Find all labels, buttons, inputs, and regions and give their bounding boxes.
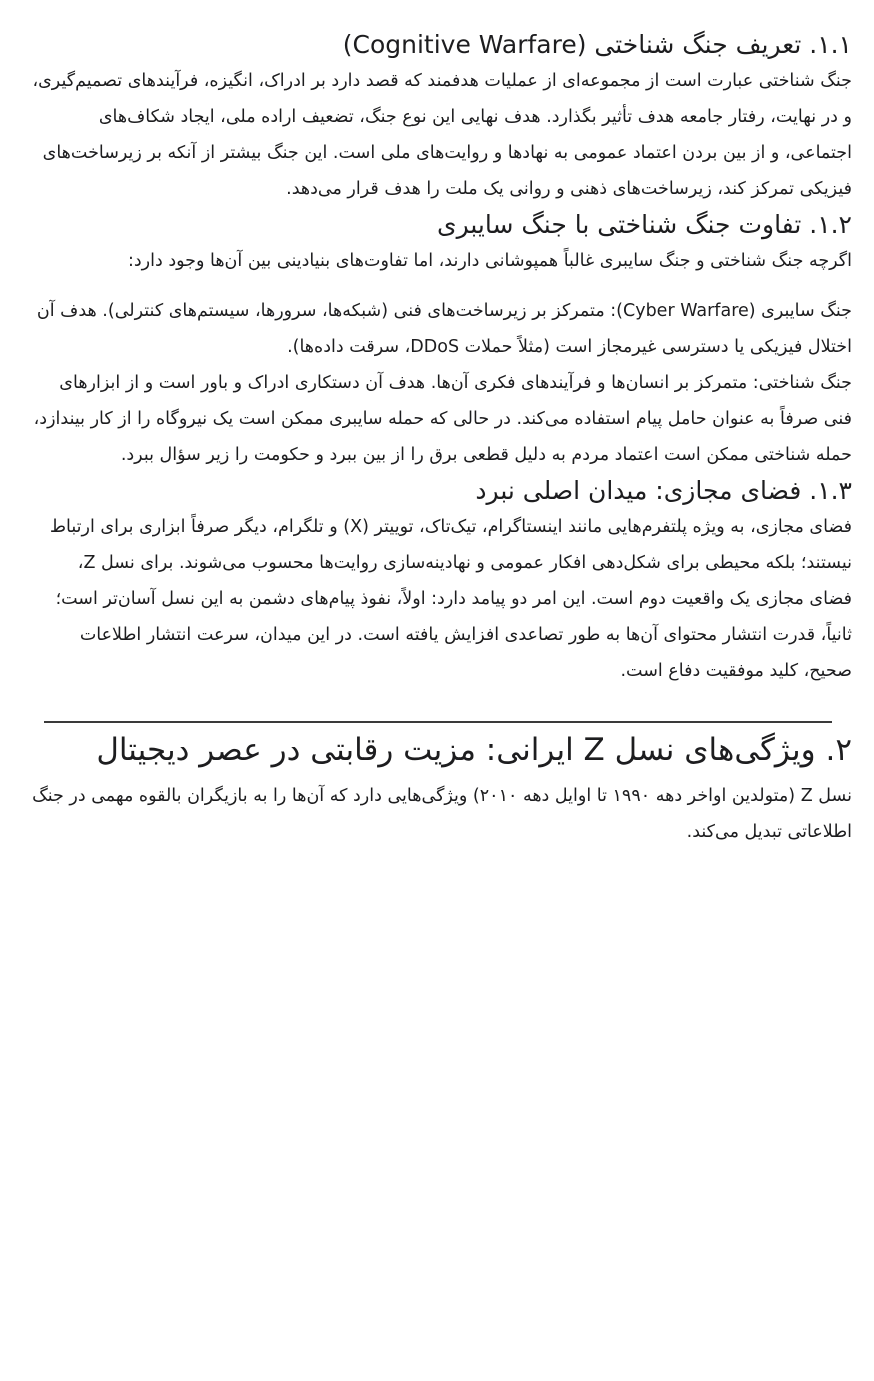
list-item-cognitive-warfare: جنگ شناختی: متمرکز بر انسان‌ها و فرآیندهای فکری آن‌ها. هدف آن دستکاری ادراک و باور است و از ابزارهای فنی صرفاً به عنوان حامل پیام استفاده می‌کند. در حالی که حمله سایبری ممکن است یک نیروگاه را از کار بیندازد، حمله شناختی ممکن است اعتماد مردم به دلیل قطعی برق را از بین ببرد و حکومت را زیر سؤال ببرد. [33, 373, 852, 465]
paragraph-gen-z-traits: نسل Z (متولدین اواخر دهه ۱۹۹۰ تا اوایل دهه ۲۰۱۰) ویژگی‌هایی دارد که آن‌ها را به بازیگران بالقوه مهمی در جنگ اطلاعاتی تبدیل می‌کند. [32, 786, 852, 842]
heading-section-1-1: ۱.۱. تعریف جنگ شناختی (Cognitive Warfare) [342, 30, 852, 59]
heading-section-1-2: ۱.۲. تفاوت جنگ شناختی با جنگ سایبری [437, 210, 852, 239]
paragraph-cognitive-warfare-definition: جنگ شناختی عبارت است از مجموعه‌ای از عملیات هدفمند که قصد دارد بر ادراک، انگیزه، فرآیندهای تصمیم‌گیری، و در نهایت، رفتار جامعه هدف تأثیر بگذارد. هدف نهایی این نوع جنگ، تضعیف اراده ملی، ایجاد شکاف‌های اجتماعی، و از بین بردن اعتماد عمومی به نهادها و روایت‌های ملی است. این جنگ بیشتر از آنکه بر زیرساخت‌های فیزیکی تمرکز کند، زیرساخت‌های ذهنی و روانی یک ملت را هدف قرار می‌دهد. [32, 71, 852, 199]
paragraph-cyberspace-battlefield: فضای مجازی، به ویژه پلتفرم‌هایی مانند اینستاگرام، تیک‌تاک، توییتر (X) و تلگرام، دیگر صرفاً ابزاری برای ارتباط نیستند؛ بلکه محیطی برای شکل‌دهی افکار عمومی و نهادینه‌سازی روایت‌ها محسوب می‌شوند. برای نسل Z، فضای مجازی یک واقعیت دوم است. این امر دو پیامد دارد: اولاً، نفوذ پیام‌های دشمن به این نسل آسان‌تر است؛ ثانیاً، قدرت انتشار محتوای آن‌ها به طور تصاعدی افزایش یافته است. در این میدان، سرعت انتشار اطلاعات صحیح، کلید موفقیت دفاع است. [49, 517, 852, 681]
paragraph-difference-intro: اگرچه جنگ شناختی و جنگ سایبری غالباً همپوشانی دارند، اما تفاوت‌های بنیادینی بین آن‌ها وجود دارد: [127, 251, 852, 271]
comparison-list [30, 293, 852, 473]
list-item-cyber-warfare: جنگ سایبری (Cyber Warfare): متمرکز بر زیرساخت‌های فنی (شبکه‌ها، سرورها، سیستم‌های کنترلی). هدف آن اختلال فیزیکی یا دسترسی غیرمجاز است (مثلاً حملات DDoS، سرقت داده‌ها). [36, 301, 852, 357]
heading-section-2: ۲. ویژگی‌های نسل Z ایرانی: مزیت رقابتی در عصر دیجیتال [96, 732, 852, 768]
heading-section-1-3: ۱.۳. فضای مجازی: میدان اصلی نبرد [475, 476, 852, 505]
